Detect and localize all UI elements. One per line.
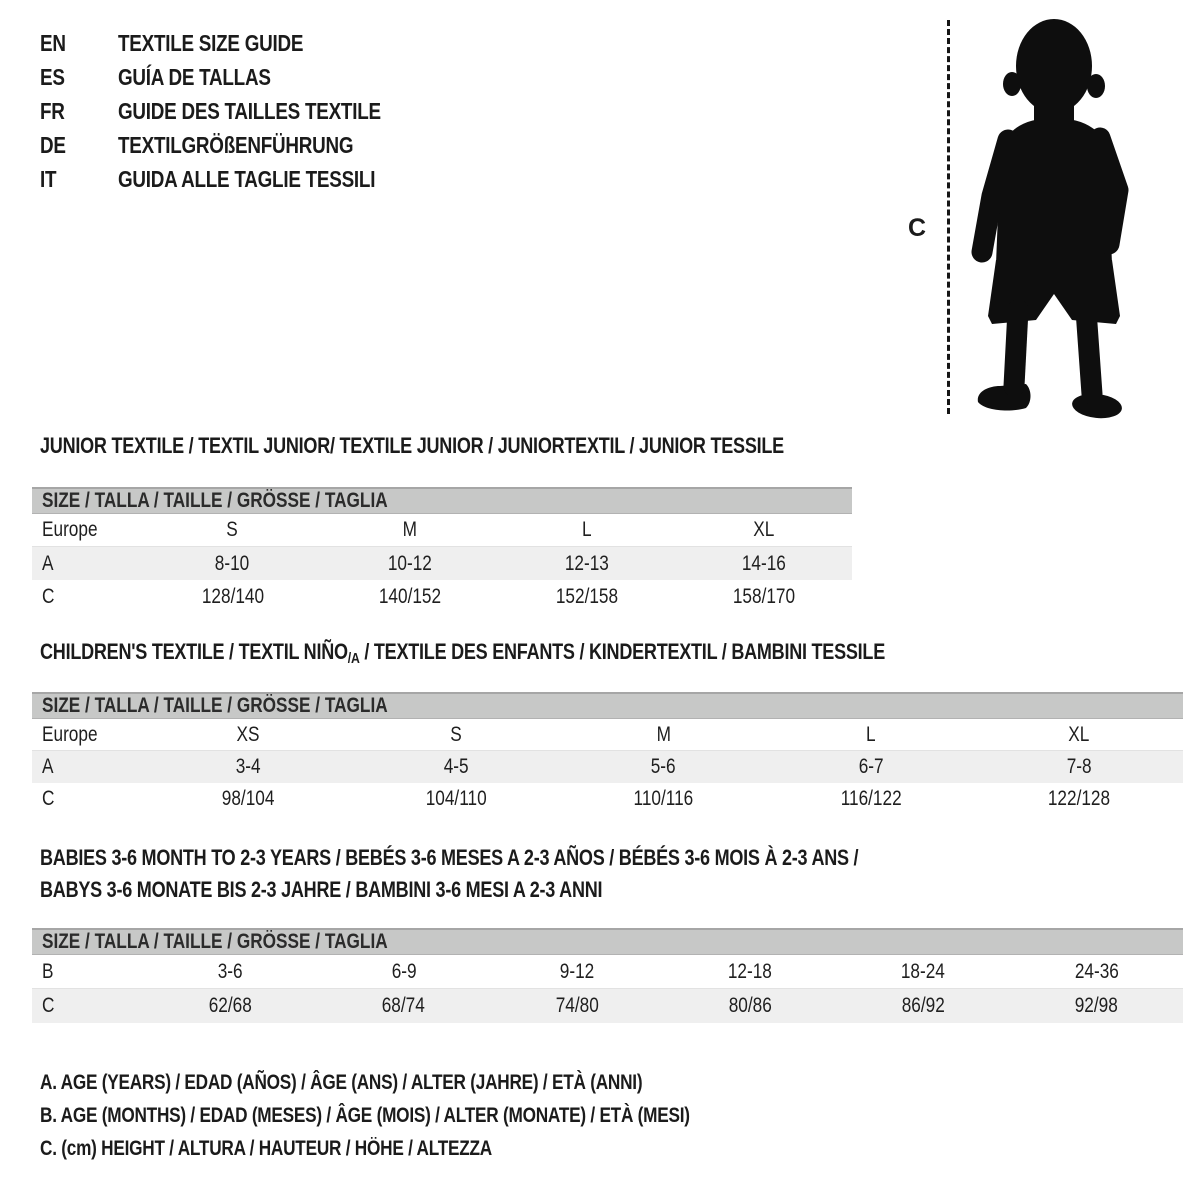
footnote-c: C. (cm) HEIGHT / ALTURA / HAUTEUR / HÖHE / ALTEZZA [40, 1136, 492, 1160]
babies-size-bar: SIZE / TALLA / TAILLE / GRÖSSE / TAGLIA [32, 928, 1183, 955]
table-cell: B [42, 959, 54, 983]
language-row-de [40, 128, 439, 162]
junior-row-age [32, 547, 852, 580]
babies-section-title: BABIES 3-6 MONTH TO 2-3 YEARS / BEBÉS 3-6 MESES A 2-3 AÑOS / BÉBÉS 3-6 MOIS À 2-3 ANS / BABYS 3-6 MONATE BIS 2-3 JAHRE / BAMBINI 3-6 MESI A 2-3 ANNI [40, 845, 859, 902]
table-cell: 3-6 [218, 959, 244, 983]
language-title: GUIDE DES TAILLES TEXTILE [118, 97, 381, 124]
table-cell: 6-9 [391, 959, 417, 983]
junior-row-height [32, 580, 852, 613]
junior-section-title: JUNIOR TEXTILE / TEXTIL JUNIOR/ TEXTILE JUNIOR / JUNIORTEXTIL / JUNIOR TESSILE [40, 433, 784, 458]
table-cell: 8-10 [215, 551, 250, 575]
children-row-age [32, 751, 1183, 783]
table-cell: Europe [42, 518, 98, 541]
table-cell: 80/86 [728, 994, 772, 1017]
toddler-silhouette [966, 14, 1140, 420]
table-cell: 98/104 [221, 787, 275, 810]
table-cell: A [42, 755, 54, 778]
children-section-title: CHILDREN'S TEXTILE / TEXTIL $NIÑO_{/A}$ / TEXTILE DES ENFANTS / KINDERTEXTIL / BAMBINI TESSILE [40, 639, 885, 667]
language-code: DE [40, 131, 66, 158]
table-cell: 68/74 [382, 994, 426, 1017]
table-cell: 12-18 [728, 959, 773, 983]
table-cell: 152/158 [555, 584, 618, 608]
language-row-en [40, 26, 439, 60]
language-code: IT [40, 165, 57, 192]
footnote-legend [40, 1066, 832, 1165]
footnote-a: A. AGE (YEARS) / EDAD (AÑOS) / ÂGE (ANS) / ALTER (JAHRE) / ETÀ (ANNI) [40, 1070, 643, 1094]
table-cell: L [581, 518, 592, 541]
children-row-height [32, 783, 1183, 815]
table-cell: XS [236, 722, 260, 746]
table-cell: 62/68 [209, 994, 253, 1017]
table-cell: 14-16 [741, 551, 786, 575]
table-cell: XL [1068, 722, 1090, 746]
babies-size-table [32, 928, 1183, 1023]
table-cell: M [656, 722, 671, 746]
language-code: EN [40, 29, 66, 56]
table-cell: S [449, 722, 462, 746]
table-cell: L [866, 722, 877, 746]
table-cell: XL [752, 518, 775, 541]
table-cell: C [42, 787, 55, 810]
language-list [40, 26, 439, 196]
language-title: TEXTILE SIZE GUIDE [118, 29, 304, 56]
table-cell: 104/110 [425, 787, 487, 810]
babies-row-age [32, 955, 1183, 989]
table-cell: S [226, 518, 239, 541]
table-cell: 158/170 [732, 584, 795, 608]
language-code: FR [40, 97, 65, 124]
table-cell: C [42, 994, 55, 1017]
table-cell: A [42, 551, 54, 575]
language-title: GUÍA DE TALLAS [118, 63, 271, 90]
children-size-table [32, 692, 1183, 815]
table-cell: 6-7 [858, 755, 884, 778]
children-header-row [32, 719, 1183, 751]
table-cell: 24-36 [1074, 959, 1119, 983]
babies-row-height [32, 989, 1183, 1023]
table-cell: 116/122 [840, 787, 902, 810]
table-cell: 10-12 [387, 551, 432, 575]
table-cell: 12-13 [564, 551, 609, 575]
language-title: TEXTILGRÖßENFÜHRUNG [118, 131, 354, 158]
children-size-bar: SIZE / TALLA / TAILLE / GRÖSSE / TAGLIA [32, 692, 1183, 719]
table-cell: 74/80 [555, 994, 599, 1017]
language-row-fr [40, 94, 439, 128]
table-cell: 140/152 [378, 584, 441, 608]
height-measure-label: C [908, 214, 927, 242]
table-cell: 5-6 [651, 755, 676, 778]
table-cell: C [42, 584, 55, 608]
table-cell: 3-4 [235, 755, 261, 778]
table-cell: 128/140 [201, 584, 264, 608]
table-cell: 4-5 [443, 755, 469, 778]
height-measure-dashed-line [947, 20, 950, 414]
table-cell: 9-12 [559, 959, 595, 983]
nino-a-subscript: /A [347, 650, 360, 667]
table-cell: 86/92 [901, 994, 945, 1017]
table-cell: 122/128 [1047, 787, 1111, 810]
junior-size-table [32, 487, 852, 613]
language-code: ES [40, 63, 65, 90]
table-cell: 110/116 [633, 787, 694, 810]
table-cell: 18-24 [901, 959, 946, 983]
junior-size-bar: SIZE / TALLA / TAILLE / GRÖSSE / TAGLIA [32, 487, 852, 514]
table-cell: 92/98 [1074, 994, 1118, 1017]
language-title: GUIDA ALLE TAGLIE TESSILI [118, 165, 376, 192]
language-row-it [40, 162, 439, 196]
table-cell: Europe [42, 722, 98, 746]
table-cell: M [402, 518, 417, 541]
junior-header-row [32, 514, 852, 547]
table-cell: 7-8 [1066, 755, 1092, 778]
language-row-es [40, 60, 439, 94]
footnote-b: B. AGE (MONTHS) / EDAD (MESES) / ÂGE (MOIS) / ALTER (MONATE) / ETÀ (MESI) [40, 1103, 690, 1127]
